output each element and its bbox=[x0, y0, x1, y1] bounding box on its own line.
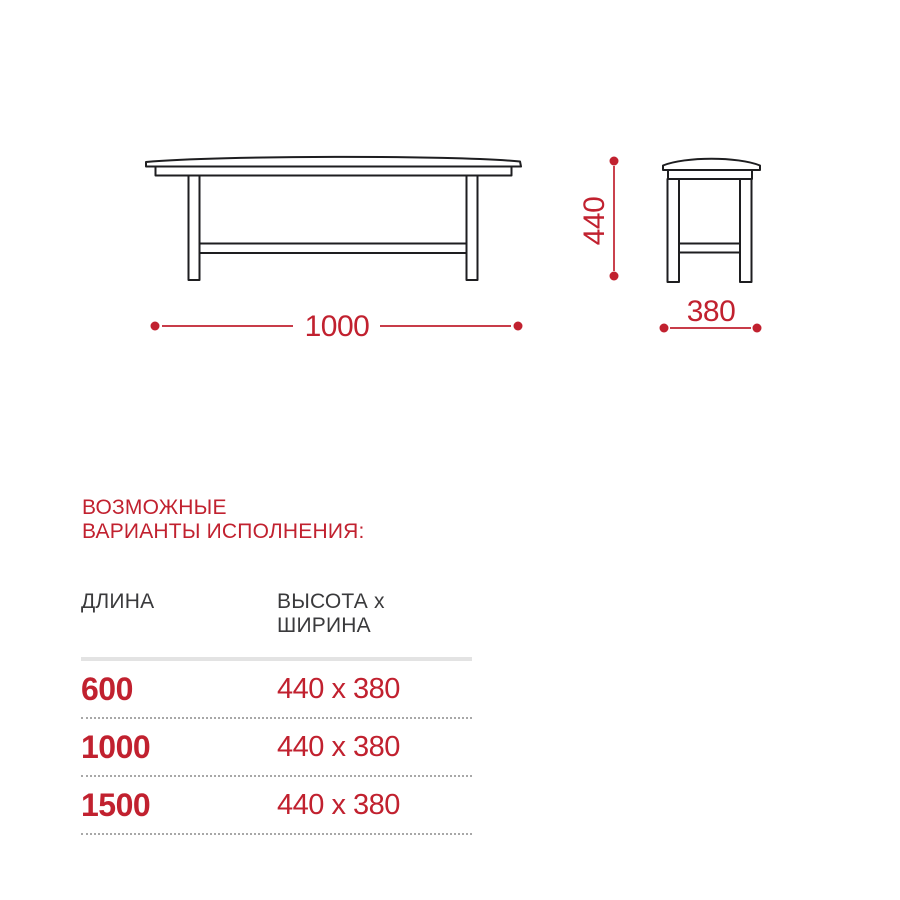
dimension-height-label: 440 bbox=[578, 196, 611, 246]
table-row bbox=[81, 777, 472, 835]
row-size-value: 440 x 380 bbox=[277, 788, 400, 821]
variants-heading bbox=[82, 496, 365, 544]
dimension-dot bbox=[610, 157, 619, 166]
dimension-length-label: 1000 bbox=[304, 310, 370, 343]
variants-table bbox=[81, 590, 472, 835]
row-size-value: 440 x 380 bbox=[277, 672, 400, 705]
dimension-dot bbox=[151, 322, 160, 331]
variants-heading-line1: ВОЗМОЖНЫЕ bbox=[82, 496, 227, 519]
side-right-leg-shape bbox=[740, 179, 752, 282]
column-header-size: ВЫСОТА х ШИРИНА bbox=[277, 590, 385, 637]
dimension-height bbox=[578, 157, 619, 281]
side-left-leg-shape bbox=[668, 179, 680, 282]
row-length-value: 1000 bbox=[81, 728, 151, 765]
dimension-width bbox=[660, 295, 762, 333]
front-seat-shape bbox=[146, 157, 521, 167]
row-size-value: 440 x 380 bbox=[277, 730, 400, 763]
front-stretcher-shape bbox=[200, 244, 467, 254]
technical-drawing bbox=[0, 0, 900, 420]
dimension-dot bbox=[753, 324, 762, 333]
row-length-value: 600 bbox=[81, 670, 133, 707]
bench-front-view bbox=[146, 157, 521, 280]
bench-side-view bbox=[663, 159, 760, 282]
front-apron-shape bbox=[156, 167, 512, 176]
dimension-dot bbox=[514, 322, 523, 331]
side-stretcher-shape bbox=[679, 244, 740, 253]
dimension-dot bbox=[610, 272, 619, 281]
front-left-leg-shape bbox=[189, 176, 200, 281]
variants-heading-line2: ВАРИАНТЫ ИСПОЛНЕНИЯ: bbox=[82, 520, 365, 543]
row-length-value: 1500 bbox=[81, 786, 151, 823]
dimension-length bbox=[151, 310, 523, 343]
table-header-row bbox=[81, 590, 472, 638]
table-row bbox=[81, 661, 472, 719]
side-seat-shape bbox=[663, 159, 760, 170]
column-header-length: ДЛИНА bbox=[81, 590, 155, 613]
dimension-dot bbox=[660, 324, 669, 333]
table-row bbox=[81, 719, 472, 777]
dimension-width-label: 380 bbox=[686, 295, 736, 328]
front-right-leg-shape bbox=[467, 176, 478, 281]
